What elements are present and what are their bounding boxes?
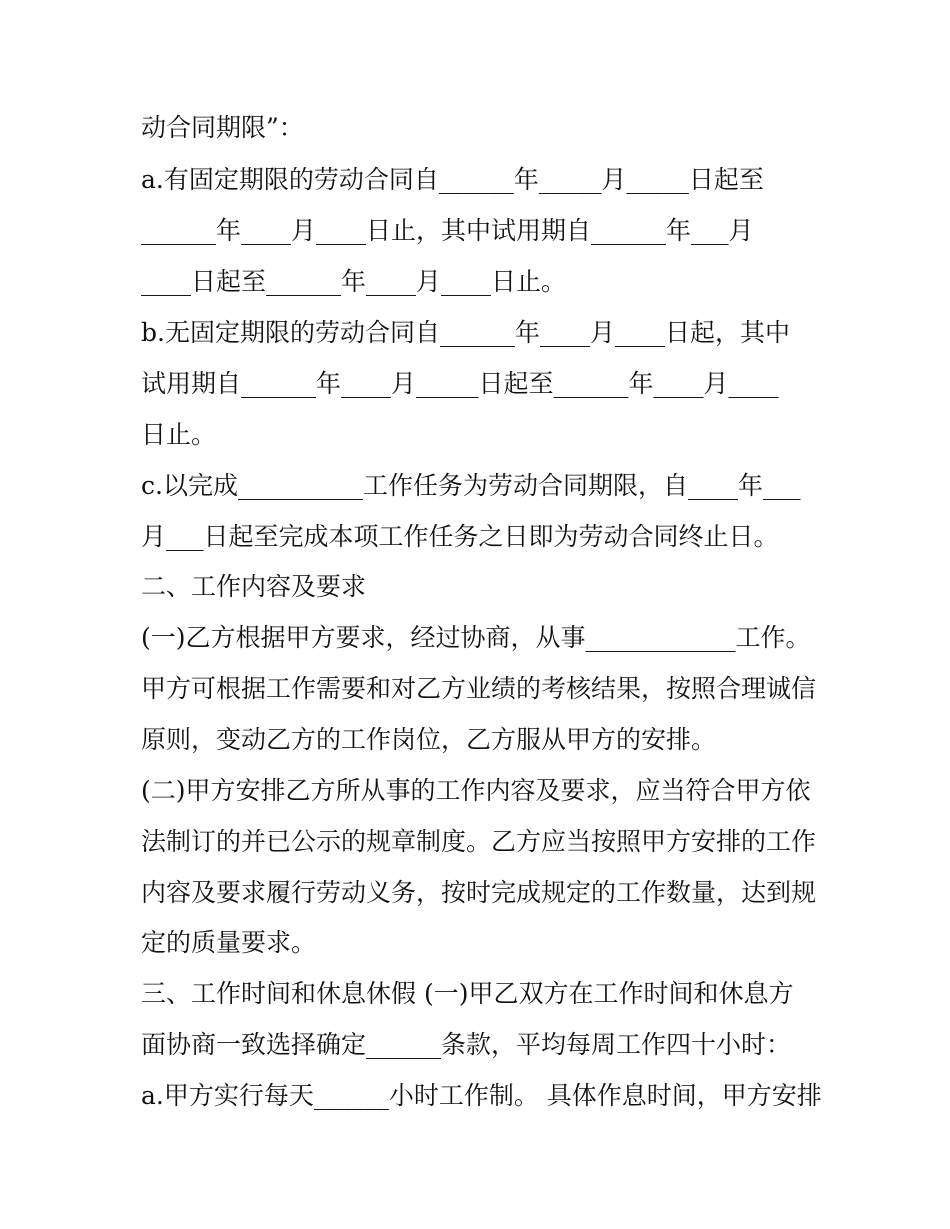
text-line-7: 日止。 bbox=[141, 420, 217, 449]
text-line-8: c.以完成__________工作任务为劳动合同期限，自____年___ bbox=[141, 471, 801, 500]
text-line-12: 甲方可根据工作需要和对乙方业绩的考核结果，按照合理诚信 bbox=[141, 674, 817, 703]
text-line-4: ____日起至______年____月____日止。 bbox=[141, 267, 567, 296]
text-line-13: 原则，变动乙方的工作岗位，乙方服从甲方的安排。 bbox=[141, 725, 717, 754]
text-line-6: 试用期自______年____月_____日起至______年____月____ bbox=[141, 369, 779, 398]
text-line-3: ______年____月____日止，其中试用期自______年___月 bbox=[141, 216, 754, 245]
text-line-16: 内容及要求履行劳动义务，按时完成规定的工作数量，达到规 bbox=[141, 878, 817, 907]
text-line-14: (二)甲方安排乙方所从事的工作内容及要求，应当符合甲方依 bbox=[141, 776, 811, 805]
text-line-20: a.甲方实行每天______小时工作制。 具体作息时间，甲方安排 bbox=[141, 1081, 822, 1110]
text-line-19: 面协商一致选择确定______条款，平均每周工作四十小时： bbox=[141, 1030, 792, 1059]
text-line-2: a.有固定期限的劳动合同自______年_____月_____日起至 bbox=[141, 165, 764, 194]
text-line-17: 定的质量要求。 bbox=[141, 928, 317, 957]
text-line-11: (一)乙方根据甲方要求，经过协商，从事____________工作。 bbox=[141, 623, 811, 652]
text-line-15: 法制订的并已公示的规章制度。乙方应当按照甲方安排的工作 bbox=[141, 827, 817, 856]
text-line-5: b.无固定期限的劳动合同自______年____月____日起，其中 bbox=[141, 318, 790, 347]
text-line-9: 月___日起至完成本项工作任务之日即为劳动合同终止日。 bbox=[141, 522, 779, 551]
text-line-1: 动合同期限”： bbox=[141, 113, 304, 142]
section-heading-2: 二、工作内容及要求 bbox=[141, 572, 367, 601]
section-heading-3: 三、工作时间和休息休假 (一)甲乙双方在工作时间和休息方 bbox=[141, 979, 794, 1008]
